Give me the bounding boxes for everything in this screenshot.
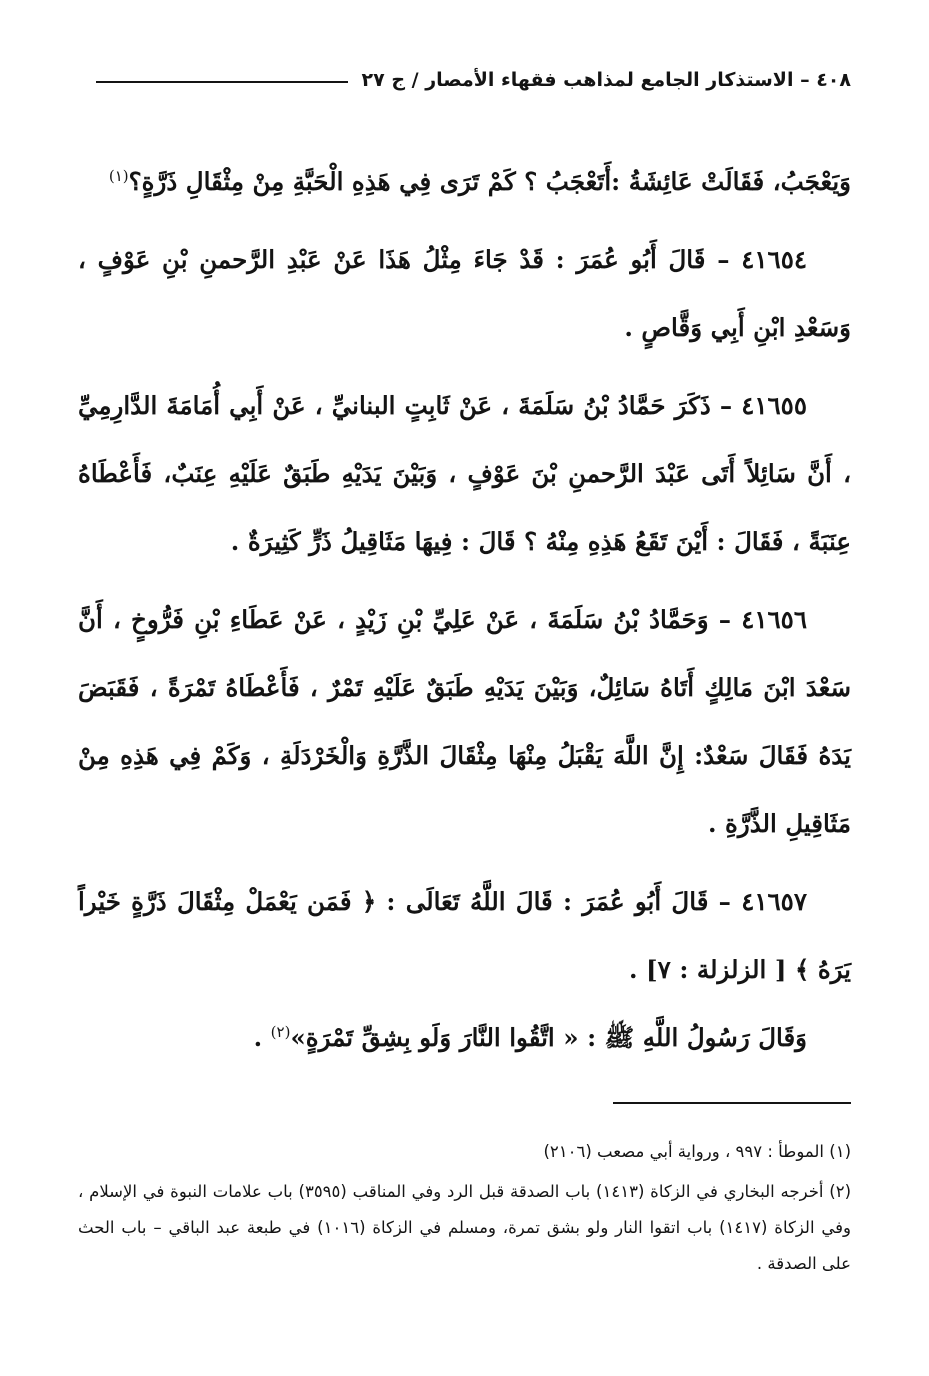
footnote-ref-2[interactable]: (٢)	[270, 1022, 291, 1041]
paragraph-41654-number: ٤١٦٥٤ –	[705, 245, 808, 274]
paragraph-hadith-end: .	[253, 1023, 271, 1052]
paragraph-41654	[78, 226, 851, 362]
paragraph-41657	[78, 868, 851, 1004]
paragraph-41655: ٤١٦٥٥ – ذَكَرَ حَمَّادُ بْنُ سَلَمَةَ ، عَنْ ثَابِتٍ البنانيِّ ، عَنْ أَبِي أُمَامَةَ الدَّارِمِيِّ ، أَنَّ سَائِلاً أَتَى عَبْدَ الرَّحمنِ بْنَ عَوْفٍ ، وَبَيْنَ يَدَيْهِ طَبَقٌ عَلَيْهِ عِنَبٌ، فَأَعْطَاهُ عِنَبَةً ، فَقَالَ : أَيْنَ تَقَعُ هَذِهِ مِنْهُ ؟ قَالَ : فِيهَا مَثَاقِيلُ ذَرٍّ كَثِيرَةٌ .	[78, 391, 851, 556]
paragraph-1-text: وَيَعْجَبُ، فَقَالَتْ عَائِشَةُ :أَتَعْجَبُ ؟ كَمْ تَرَى فِي هَذِهِ الْحَبَّةِ مِنْ مِثْقَالِ ذَرَّةٍ؟	[128, 167, 851, 196]
running-header-title: ٤٠٨ – الاستذكار الجامع لمذاهب فقهاء الأمصار / ج ٢٧	[361, 69, 851, 91]
footnotes	[78, 1134, 851, 1286]
paragraph-hadith-text: وَقَالَ رَسُولُ اللَّهِ ﷺ : « اتَّقُوا النَّارَ وَلَو بِشِقِّ تَمْرَةٍ»	[290, 1023, 807, 1052]
paragraph-hadith	[78, 1004, 851, 1072]
body-text	[78, 148, 851, 1082]
footnote-ref-1[interactable]: (١)	[108, 166, 129, 185]
paragraph-41657-number: ٤١٦٥٧ –	[708, 887, 807, 916]
paragraph-41656: ٤١٦٥٦ – وَحَمَّادُ بْنُ سَلَمَةَ ، عَنْ عَلِيِّ بْنِ زَيْدٍ ، عَنْ عَطَاءِ بْنِ فَرُّوخٍ ، أَنَّ سَعْدَ ابْنَ مَالِكٍ أَتَاهُ سَائِلٌ، وَبَيْنَ يَدَيْهِ طَبَقٌ عَلَيْهِ تَمْرٌ ، فَأَعْطَاهُ تَمْرَةً ، فَقَبَضَ يَدَهُ فَقَالَ سَعْدٌ: إِنَّ اللَّهَ يَقْبَلُ مِنْهَا مِثْقَالَ الذَّرَّةِ وَالْخَرْدَلَةِ ، وَكَمْ فِي هَذِهِ مِنْ مَثَاقِيلِ الذَّرَّةِ .	[78, 605, 851, 838]
header-rule	[96, 81, 348, 83]
paragraph-41654-text: : قَدْ جَاءَ مِثْلُ هَذَا عَنْ عَبْدِ الرَّحمنِ بْنِ عَوْفٍ ، وَسَعْدِ ابْنِ أَبِي وَقَّاصٍ .	[78, 245, 851, 342]
paragraph-41657-text: : قَالَ اللَّهُ تَعَالَى : ﴿ فَمَن يَعْمَلْ مِثْقَالَ ذَرَّةٍ خَيْراً يَرَهُ ﴾ [ الزلزلة : ٧] .	[78, 887, 851, 984]
paragraph-41654-speaker: قَالَ أَبُو عُمَرَ	[576, 245, 706, 274]
footnote-2: (٢) أخرجه البخاري في الزكاة (١٤١٣) باب الصدقة قبل الرد وفي المناقب (٣٥٩٥) باب علامات النبوة في الإسلام ، وفي الزكاة (١٤١٧) باب اتقوا النار ولو بشق تمرة، ومسلم في الزكاة (١٠١٦) في طبعة عبد الباقي – باب الحث على الصدقة .	[78, 1182, 852, 1273]
footnote-rule	[613, 1102, 851, 1104]
running-header	[96, 60, 851, 100]
paragraph-1	[78, 148, 851, 216]
paragraph-41657-speaker: قَالَ أَبُو عُمَرَ	[582, 887, 709, 916]
footnote-1: (١) الموطأ : ٩٩٧ ، ورواية أبي مصعب (٢١٠٦)	[543, 1142, 851, 1161]
